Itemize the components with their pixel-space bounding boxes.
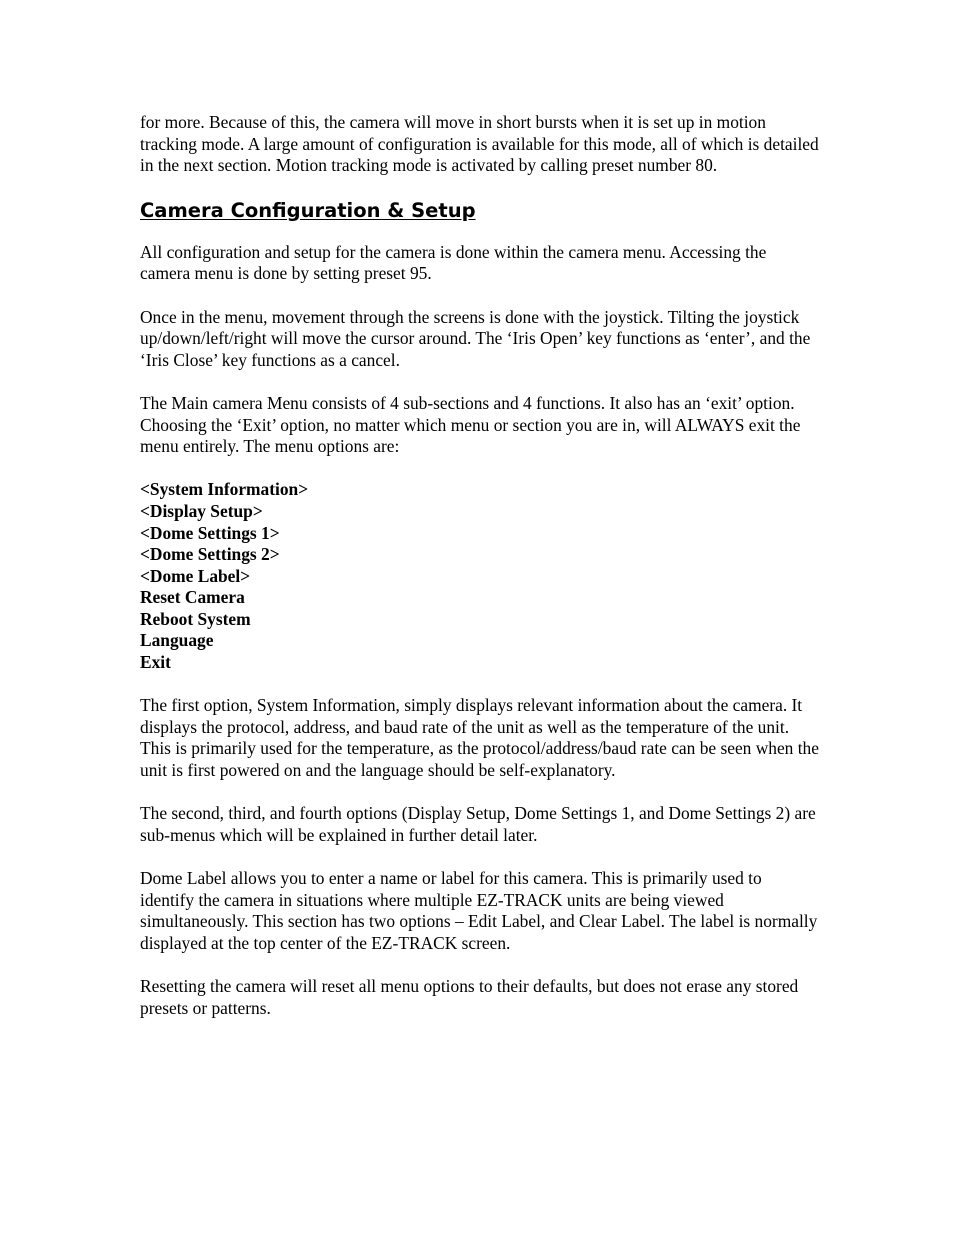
paragraph-spacer (140, 782, 820, 804)
intro-paragraph: for more. Because of this, the camera will move in short bursts when it is set up in motion tracking mode. A large amount of configuration is available for this mode, all of which is detailed in the next section. Motion tracking mode is activated by calling preset number 80. (140, 112, 819, 176)
menu-option-dome-settings-2: <Dome Settings 2> (140, 544, 280, 565)
document-page (140, 112, 820, 1019)
paragraph-dome-label: Dome Label allows you to enter a name or label for this camera. This is primarily used to identify the camera in situations where multiple EZ-TRACK units are being viewed simultaneously. This section has two options – Edit Label, and Clear Label. The label is normally displayed at the top center of the EZ-TRACK screen. (140, 868, 818, 953)
menu-option-dome-label: <Dome Label> (140, 565, 251, 586)
menu-option-reboot-system: Reboot System (140, 608, 251, 629)
paragraph-spacer (140, 285, 820, 307)
menu-option-reset-camera: Reset Camera (140, 587, 245, 608)
paragraph-sub-menus: The second, third, and fourth options (Display Setup, Dome Settings 1, and Dome Settings 2) are sub-menus which will be explained in further detail later. (140, 803, 816, 845)
paragraph-spacer (140, 846, 820, 868)
menu-option-language: Language (140, 630, 214, 651)
paragraph-joystick-navigation: Once in the menu, movement through the screens is done with the joystick. Tilting the joystick up/down/left/right will move the cursor around. The ‘Iris Open’ key functions as ‘enter’, and the ‘Iris Close’ key functions as a cancel. (140, 306, 811, 370)
paragraph-spacer (140, 674, 820, 696)
menu-option-display-setup: <Display Setup> (140, 500, 263, 521)
menu-option-system-information: <System Information> (140, 479, 309, 500)
paragraph-spacer (140, 954, 820, 976)
paragraph-reset-camera: Resetting the camera will reset all menu options to their defaults, but does not erase any stored presets or patterns. (140, 975, 799, 1018)
paragraph-spacer (140, 458, 820, 480)
paragraph-spacer (140, 371, 820, 393)
menu-options-list (140, 479, 820, 673)
section-heading: Camera Configuration & Setup (140, 198, 476, 222)
paragraph-system-information: The first option, System Information, simply displays relevant information about the camera. It displays the protocol, address, and baud rate of the unit as well as the temperature of the unit. This is primarily used for the temperature, as the protocol/address/baud rate can be seen when the unit is first powered on and the language should be self-explanatory. (140, 695, 819, 781)
menu-option-dome-settings-1: <Dome Settings 1> (140, 522, 280, 543)
menu-option-exit: Exit (140, 652, 171, 673)
paragraph-main-menu-overview: The Main camera Menu consists of 4 sub-sections and 4 functions. It also has an ‘exit’ option. Choosing the ‘Exit’ option, no matter which menu or section you are in, will ALWAYS exit the menu entirely. The menu options are: (140, 392, 801, 457)
paragraph-menu-access: All configuration and setup for the camera is done within the camera menu. Accessing the camera menu is done by setting preset 95. (140, 241, 767, 284)
